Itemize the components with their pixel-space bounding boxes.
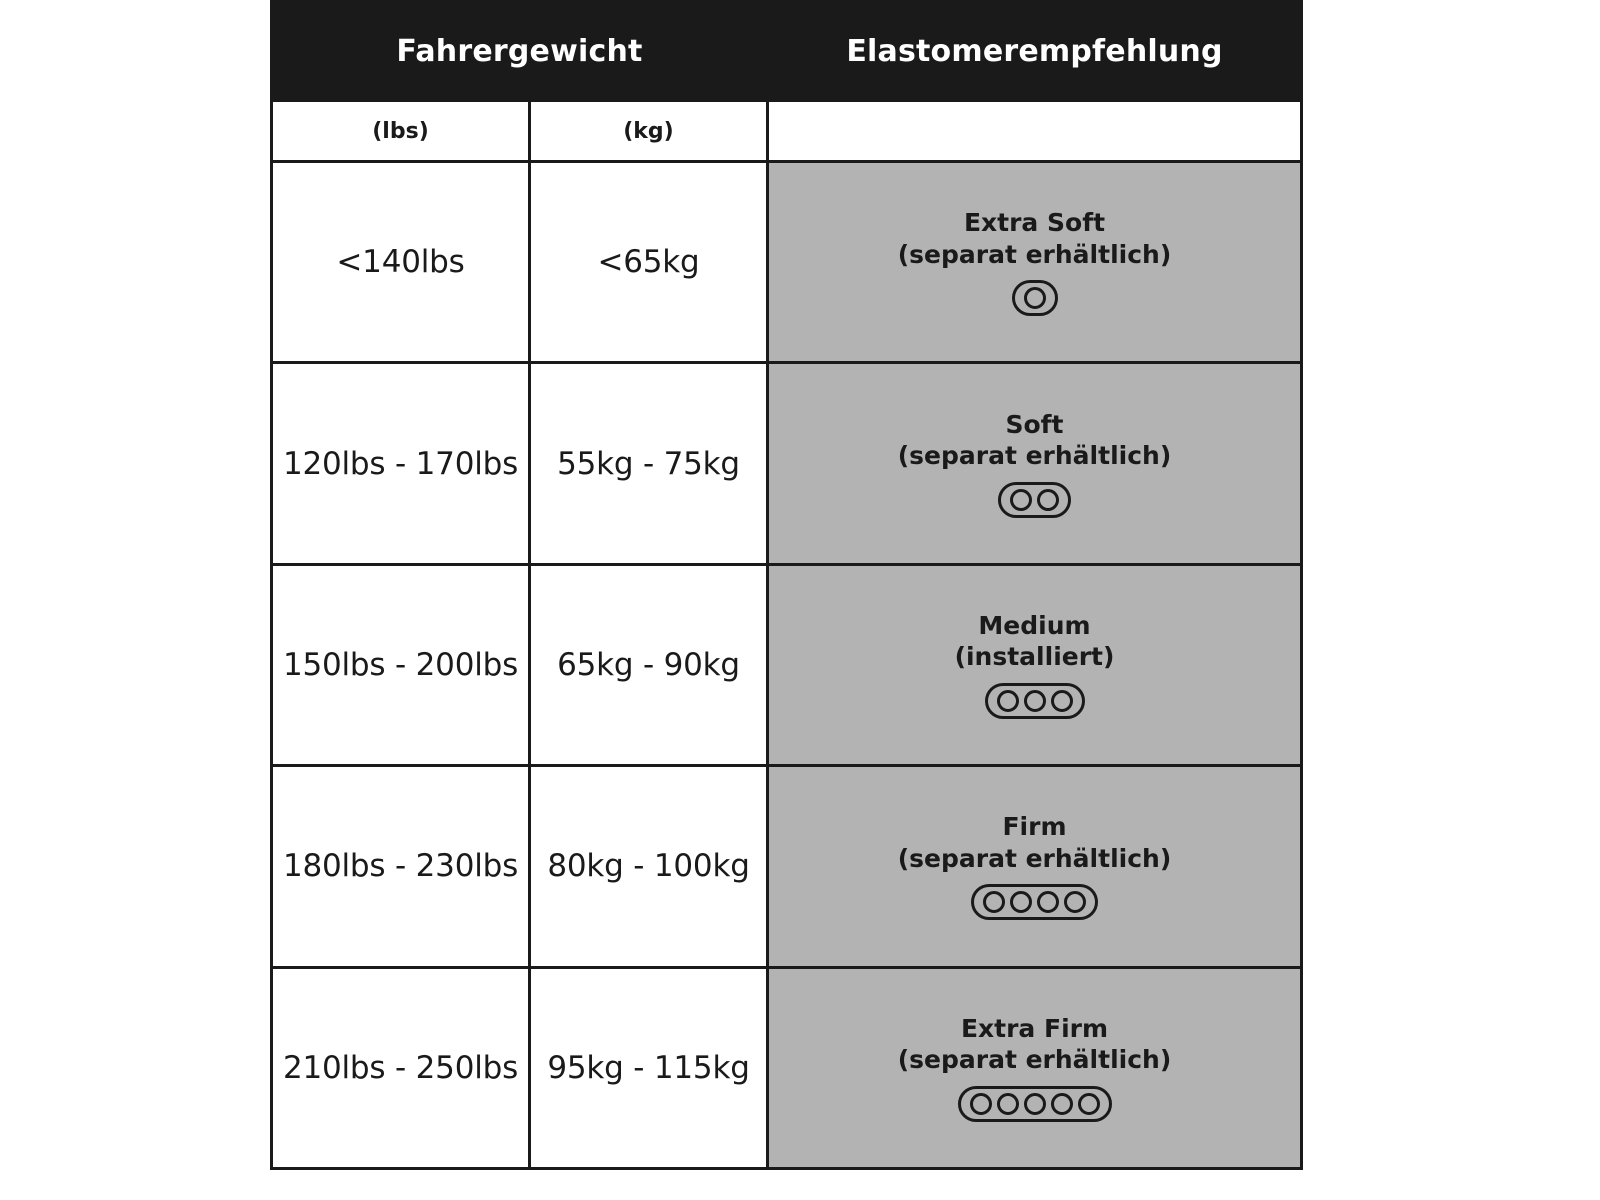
header-elastomerempfehlung: Elastomerempfehlung (768, 2, 1302, 101)
elastomer-dot-icon (997, 690, 1019, 712)
header-fahrergewicht: Fahrergewicht (272, 2, 768, 101)
elastomer-level-indicator (971, 884, 1098, 920)
recommendation-content (769, 1014, 1300, 1122)
recommendation-name: Soft (1005, 409, 1064, 439)
table-row (272, 766, 1302, 967)
cell-recommendation (768, 967, 1302, 1168)
header-row-units (272, 101, 1302, 162)
recommendation-note: (separat erhältlich) (897, 441, 1172, 471)
cell-weight-kg: 80kg - 100kg (530, 766, 768, 967)
recommendation-note: (separat erhältlich) (897, 1045, 1172, 1075)
recommendation-note: (installiert) (954, 642, 1115, 672)
table-row (272, 363, 1302, 564)
cell-weight-kg: 65kg - 90kg (530, 564, 768, 765)
cell-weight-kg: <65kg (530, 162, 768, 363)
elastomer-dot-icon (1024, 1093, 1046, 1115)
elastomer-dot-icon (1078, 1093, 1100, 1115)
elastomer-dot-icon (970, 1093, 992, 1115)
cell-weight-lbs: 210lbs - 250lbs (272, 967, 530, 1168)
cell-recommendation (768, 162, 1302, 363)
cell-weight-lbs: 120lbs - 170lbs (272, 363, 530, 564)
elastomer-level-indicator (985, 683, 1085, 719)
cell-recommendation (768, 564, 1302, 765)
table-row (272, 967, 1302, 1168)
table-row (272, 564, 1302, 765)
elastomer-dot-icon (1024, 287, 1046, 309)
cell-weight-kg: 95kg - 115kg (530, 967, 768, 1168)
elastomer-dot-icon (1064, 891, 1086, 913)
elastomer-dot-icon (1037, 489, 1059, 511)
table-row (272, 162, 1302, 363)
recommendation-name: Extra Soft (963, 208, 1106, 238)
elastomer-level-indicator (998, 482, 1071, 518)
cell-weight-lbs: <140lbs (272, 162, 530, 363)
elastomer-chart (270, 0, 1300, 1170)
recommendation-note: (separat erhältlich) (897, 843, 1172, 873)
recommendation-name: Firm (1002, 812, 1067, 842)
unit-blank (768, 101, 1302, 162)
cell-weight-lbs: 180lbs - 230lbs (272, 766, 530, 967)
recommendation-content (769, 410, 1300, 518)
elastomer-dot-icon (997, 1093, 1019, 1115)
cell-recommendation (768, 363, 1302, 564)
cell-recommendation (768, 766, 1302, 967)
recommendation-content (769, 812, 1300, 920)
elastomer-level-indicator (1012, 280, 1058, 316)
recommendation-content (769, 611, 1300, 719)
elastomer-dot-icon (1051, 1093, 1073, 1115)
recommendation-name: Extra Firm (960, 1013, 1109, 1043)
elastomer-dot-icon (1010, 489, 1032, 511)
elastomer-dot-icon (1037, 891, 1059, 913)
elastomer-dot-icon (1010, 891, 1032, 913)
cell-weight-kg: 55kg - 75kg (530, 363, 768, 564)
elastomer-dot-icon (983, 891, 1005, 913)
recommendation-note: (separat erhältlich) (897, 239, 1172, 269)
unit-lbs: (lbs) (272, 101, 530, 162)
table-body (272, 162, 1302, 1169)
recommendation-content (769, 208, 1300, 316)
elastomer-dot-icon (1024, 690, 1046, 712)
unit-kg: (kg) (530, 101, 768, 162)
cell-weight-lbs: 150lbs - 200lbs (272, 564, 530, 765)
elastomer-level-indicator (958, 1086, 1112, 1122)
elastomer-table (270, 0, 1303, 1170)
table-head (272, 2, 1302, 162)
header-row-title (272, 2, 1302, 101)
elastomer-dot-icon (1051, 690, 1073, 712)
recommendation-name: Medium (978, 610, 1091, 640)
